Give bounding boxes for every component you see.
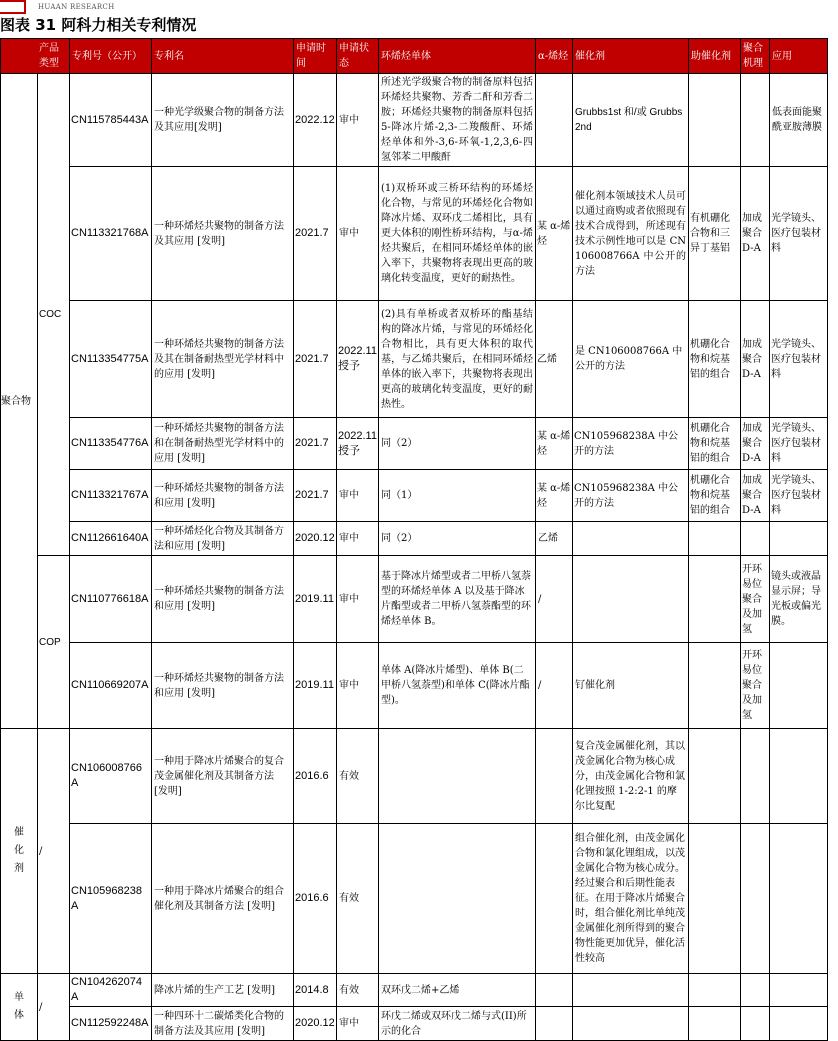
cell-monomer: 基于降冰片烯型或者二甲桥八氢萘型的环烯烃单体 A 以及基于降冰片酯型或者二甲桥八氢萘酯型的环烯烃单体 B。 xyxy=(379,556,536,643)
cell-catalyst: 组合催化剂，由茂金属化合物和氯化锂组成，以茂金属化合物为核心成分。经过聚合和后期性能表征。在用于降冰片烯聚合时，组合催化剂比单纯茂金属催化剂所得到的聚合物性能更加优异，催化活性较高 xyxy=(573,824,689,974)
cell-monomer xyxy=(379,729,536,824)
cell-status: 2022.11 授予 xyxy=(337,418,379,470)
cell-cocatalyst: 机硼化合物和烷基铝的组合 xyxy=(689,470,741,522)
cell-pid: CN105968238A xyxy=(70,824,152,974)
cell-cocatalyst xyxy=(689,974,741,1007)
group-polymer: 聚合物 xyxy=(1,74,38,729)
cell-date: 2016.6 xyxy=(294,824,337,974)
cell-mechanism: 加成聚合D-A xyxy=(741,418,770,470)
type-slash: / xyxy=(38,974,70,1041)
cell-name: 一种用于降冰片烯聚合的组合催化剂及其制备方法 [发明] xyxy=(152,824,294,974)
cell-status: 有效 xyxy=(337,824,379,974)
cell-catalyst: 催化剂本领域技术人员可以通过商购或者依照现有技术合成得到，所述现有技术示例性地可以是 CN106008766A 中公开的方法 xyxy=(573,167,689,301)
cell-application: 低表面能聚酰亚胺薄膜 xyxy=(770,74,828,167)
cell-application: 光学镜头、医疗包装材料 xyxy=(770,418,828,470)
cell-date: 2019.11 xyxy=(294,556,337,643)
cell-status: 审中 xyxy=(337,74,379,167)
cell-olefin xyxy=(536,74,573,167)
table-row xyxy=(1,522,828,556)
table-row xyxy=(1,470,828,522)
cell-mechanism xyxy=(741,974,770,1007)
cell-pid: CN113354775A xyxy=(70,301,152,418)
cell-name: 一种环烯烃共聚物的制备方法和应用 [发明] xyxy=(152,470,294,522)
cell-status: 2022.11 授予 xyxy=(337,301,379,418)
type-cop: COP xyxy=(38,556,70,729)
cell-catalyst xyxy=(573,974,689,1007)
cell-date: 2016.6 xyxy=(294,729,337,824)
cell-monomer: 单体 A(降冰片烯型)、单体 B(二甲桥八氢萘型)和单体 C(降冰片酯型)。 xyxy=(379,643,536,729)
cell-date: 2020.12 xyxy=(294,522,337,556)
cell-pid: CN106008766A xyxy=(70,729,152,824)
cell-monomer: (1)双桥环或三桥环结构的环烯烃化合物，与常见的环烯烃化合物如降冰片烯、双环戊二烯相比，具有更大体积的刚性桥环结构，与α-烯烃共聚后，在相同环烯烃单体的嵌入率下，共聚物将表现出更高的玻璃化转变温度，更好的耐热性。 xyxy=(379,167,536,301)
cell-olefin xyxy=(536,1007,573,1041)
cell-status: 有效 xyxy=(337,974,379,1007)
table-row xyxy=(1,74,828,167)
cell-pid: CN115785443A xyxy=(70,74,152,167)
cell-mechanism xyxy=(741,729,770,824)
group-catalyst xyxy=(1,729,38,974)
cell-name: 一种光学级聚合物的制备方法及其应用[发明] xyxy=(152,74,294,167)
cell-status: 有效 xyxy=(337,729,379,824)
cell-name: 一种环烯烃化合物及其制备方法和应用 [发明] xyxy=(152,522,294,556)
cell-pid: CN113321767A xyxy=(70,470,152,522)
cell-olefin: / xyxy=(536,643,573,729)
cell-cocatalyst xyxy=(689,1007,741,1041)
col-header-apply-date: 申请时间 xyxy=(294,39,337,74)
table-row xyxy=(1,301,828,418)
cell-name: 一种环烯烃共聚物的制备方法和应用 [发明] xyxy=(152,556,294,643)
cell-pid: CN104262074A xyxy=(70,974,152,1007)
col-header-monomer: 环烯烃单体 xyxy=(379,39,536,74)
cell-olefin xyxy=(536,824,573,974)
cell-cocatalyst xyxy=(689,556,741,643)
col-header-mechanism: 聚合机理 xyxy=(741,39,770,74)
cell-olefin: 某 α-烯烃 xyxy=(536,167,573,301)
cell-name: 一种环烯烃共聚物的制备方法及其应用 [发明] xyxy=(152,167,294,301)
col-header-catalyst: 催化剂 xyxy=(573,39,689,74)
cell-date: 2021.7 xyxy=(294,167,337,301)
col-header-type: 产品类型 xyxy=(1,39,70,74)
cell-catalyst: 钌催化剂 xyxy=(573,643,689,729)
cell-olefin xyxy=(536,729,573,824)
cell-catalyst: CN105968238A 中公开的方法 xyxy=(573,470,689,522)
group-monomer xyxy=(1,974,38,1041)
cell-monomer: 同（1） xyxy=(379,470,536,522)
cell-name: 降冰片烯的生产工艺 [发明] xyxy=(152,974,294,1007)
cell-status: 审中 xyxy=(337,167,379,301)
cell-application xyxy=(770,643,828,729)
cell-cocatalyst: 有机硼化合物和三异丁基铝 xyxy=(689,167,741,301)
cell-mechanism: 开环易位聚合及加氢 xyxy=(741,643,770,729)
report-header xyxy=(0,0,838,40)
cell-olefin: 某 α-烯烃 xyxy=(536,470,573,522)
cell-pid: CN112592248A xyxy=(70,1007,152,1041)
cell-olefin: 某 α-烯烃 xyxy=(536,418,573,470)
cell-date: 2022.12 xyxy=(294,74,337,167)
cell-status: 审中 xyxy=(337,556,379,643)
cell-cocatalyst xyxy=(689,643,741,729)
cell-mechanism xyxy=(741,74,770,167)
cell-cocatalyst: 机硼化合物和烷基铝的组合 xyxy=(689,418,741,470)
cell-monomer: 同（2） xyxy=(379,418,536,470)
cell-olefin: 乙烯 xyxy=(536,301,573,418)
cell-name: 一种环烯烃共聚物的制备方法和在制备耐热型光学材料中的应用 [发明] xyxy=(152,418,294,470)
cell-application: 光学镜头、医疗包装材料 xyxy=(770,167,828,301)
cell-cocatalyst xyxy=(689,729,741,824)
cell-catalyst: CN105968238A 中公开的方法 xyxy=(573,418,689,470)
cell-application: 镜头或液晶显示屏；导光板或偏光膜。 xyxy=(770,556,828,643)
cell-olefin: 乙烯 xyxy=(536,522,573,556)
col-header-patent-name: 专利名 xyxy=(152,39,294,74)
cell-date: 2021.7 xyxy=(294,418,337,470)
cell-application: 光学镜头、医疗包装材料 xyxy=(770,301,828,418)
cell-date: 2021.7 xyxy=(294,470,337,522)
table-row xyxy=(1,418,828,470)
cell-date: 2014.8 xyxy=(294,974,337,1007)
cell-mechanism: 开环易位聚合及加氢 xyxy=(741,556,770,643)
table-row xyxy=(1,974,828,1007)
table-row xyxy=(1,729,828,824)
cell-monomer xyxy=(379,824,536,974)
cell-name: 一种四环十二碳烯类化合物的制备方法及其应用 [发明] xyxy=(152,1007,294,1041)
cell-status: 审中 xyxy=(337,1007,379,1041)
cell-application xyxy=(770,1007,828,1041)
col-header-application: 应用 xyxy=(770,39,828,74)
cell-pid: CN110669207A xyxy=(70,643,152,729)
cell-status: 审中 xyxy=(337,470,379,522)
cell-cocatalyst xyxy=(689,824,741,974)
cell-mechanism: 加成聚合D-A xyxy=(741,470,770,522)
cell-name: 一种环烯烃共聚物的制备方法及其在制备耐热型光学材料中的应用 [发明] xyxy=(152,301,294,418)
table-row xyxy=(1,643,828,729)
cell-name: 一种环烯烃共聚物的制备方法和应用 [发明] xyxy=(152,643,294,729)
cell-name: 一种用于降冰片烯聚合的复合茂金属催化剂及其制备方法 [发明] xyxy=(152,729,294,824)
cell-pid: CN110776618A xyxy=(70,556,152,643)
group-monomer-label: 单体 xyxy=(14,992,24,1021)
cell-date: 2019.11 xyxy=(294,643,337,729)
type-coc: COC xyxy=(38,74,70,556)
cell-pid: CN112661640A xyxy=(70,522,152,556)
figure-caption: 图表 31 阿科力相关专利情况 xyxy=(0,16,197,34)
cell-monomer: 双环戊二烯+乙烯 xyxy=(379,974,536,1007)
cell-catalyst: Grubbs1st 和/或 Grubbs2nd xyxy=(573,74,689,167)
cell-date: 2021.7 xyxy=(294,301,337,418)
table-row xyxy=(1,167,828,301)
cell-mechanism: 加成聚合D-A xyxy=(741,301,770,418)
cell-catalyst: 复合茂金属催化剂，其以茂金属化合物为核心成分，由茂金属化合物和氯化锂按照 1-2:2-1 的摩尔比复配 xyxy=(573,729,689,824)
cell-mechanism: 加成聚合D-A xyxy=(741,167,770,301)
table-header-row xyxy=(1,39,828,74)
table-row xyxy=(1,824,828,974)
cell-cocatalyst xyxy=(689,522,741,556)
cell-cocatalyst xyxy=(689,74,741,167)
cell-status: 审中 xyxy=(337,522,379,556)
patent-table xyxy=(0,38,828,1041)
cell-pid: CN113321768A xyxy=(70,167,152,301)
cell-mechanism xyxy=(741,1007,770,1041)
cell-catalyst xyxy=(573,1007,689,1041)
cell-application xyxy=(770,729,828,824)
cell-application xyxy=(770,974,828,1007)
cell-catalyst xyxy=(573,556,689,643)
cell-date: 2020.12 xyxy=(294,1007,337,1041)
col-header-cocatalyst: 助催化剂 xyxy=(689,39,741,74)
cell-catalyst xyxy=(573,522,689,556)
cell-monomer: 同（2） xyxy=(379,522,536,556)
type-slash: / xyxy=(38,729,70,974)
cell-mechanism xyxy=(741,522,770,556)
col-header-apply-status: 申请状态 xyxy=(337,39,379,74)
cell-olefin: / xyxy=(536,556,573,643)
cell-monomer: 环戊二烯或双环戊二烯与式(II)所示的化合 xyxy=(379,1007,536,1041)
cell-monomer: (2)具有单桥或者双桥环的酯基结构的降冰片烯，与常见的环烯烃化合物相比，具有更大体积的取代基，与乙烯共聚后，在相同环烯烃单体的嵌入率下，共聚物将表现出更高的玻璃化转变温度，更好的耐热性。 xyxy=(379,301,536,418)
cell-application: 光学镜头、医疗包装材料 xyxy=(770,470,828,522)
cell-status: 审中 xyxy=(337,643,379,729)
cell-olefin xyxy=(536,974,573,1007)
table-row xyxy=(1,1007,828,1041)
cell-catalyst: 是 CN106008766A 中公开的方法 xyxy=(573,301,689,418)
col-header-patent-no: 专利号（公开） xyxy=(70,39,152,74)
logo-text: HUAAN RESEARCH xyxy=(38,3,115,11)
cell-mechanism xyxy=(741,824,770,974)
group-catalyst-label: 催化剂 xyxy=(14,827,24,874)
cell-pid: CN113354776A xyxy=(70,418,152,470)
col-header-olefin: α-烯烃 xyxy=(536,39,573,74)
cell-cocatalyst: 机硼化合物和烷基铝的组合 xyxy=(689,301,741,418)
cell-application xyxy=(770,824,828,974)
table-row xyxy=(1,556,828,643)
cell-monomer: 所述光学级聚合物的制备原料包括环烯烃共聚物、芳香二酐和芳香二胺；环烯烃共聚物的制备原料包括 5-降冰片烯-2,3-二羧酸酐、环烯烃单体和外-3,6-环氧-1,2,3,6-四氢邻苯二甲酸酐 xyxy=(379,74,536,167)
cell-application xyxy=(770,522,828,556)
huaan-logo-icon xyxy=(0,0,26,14)
